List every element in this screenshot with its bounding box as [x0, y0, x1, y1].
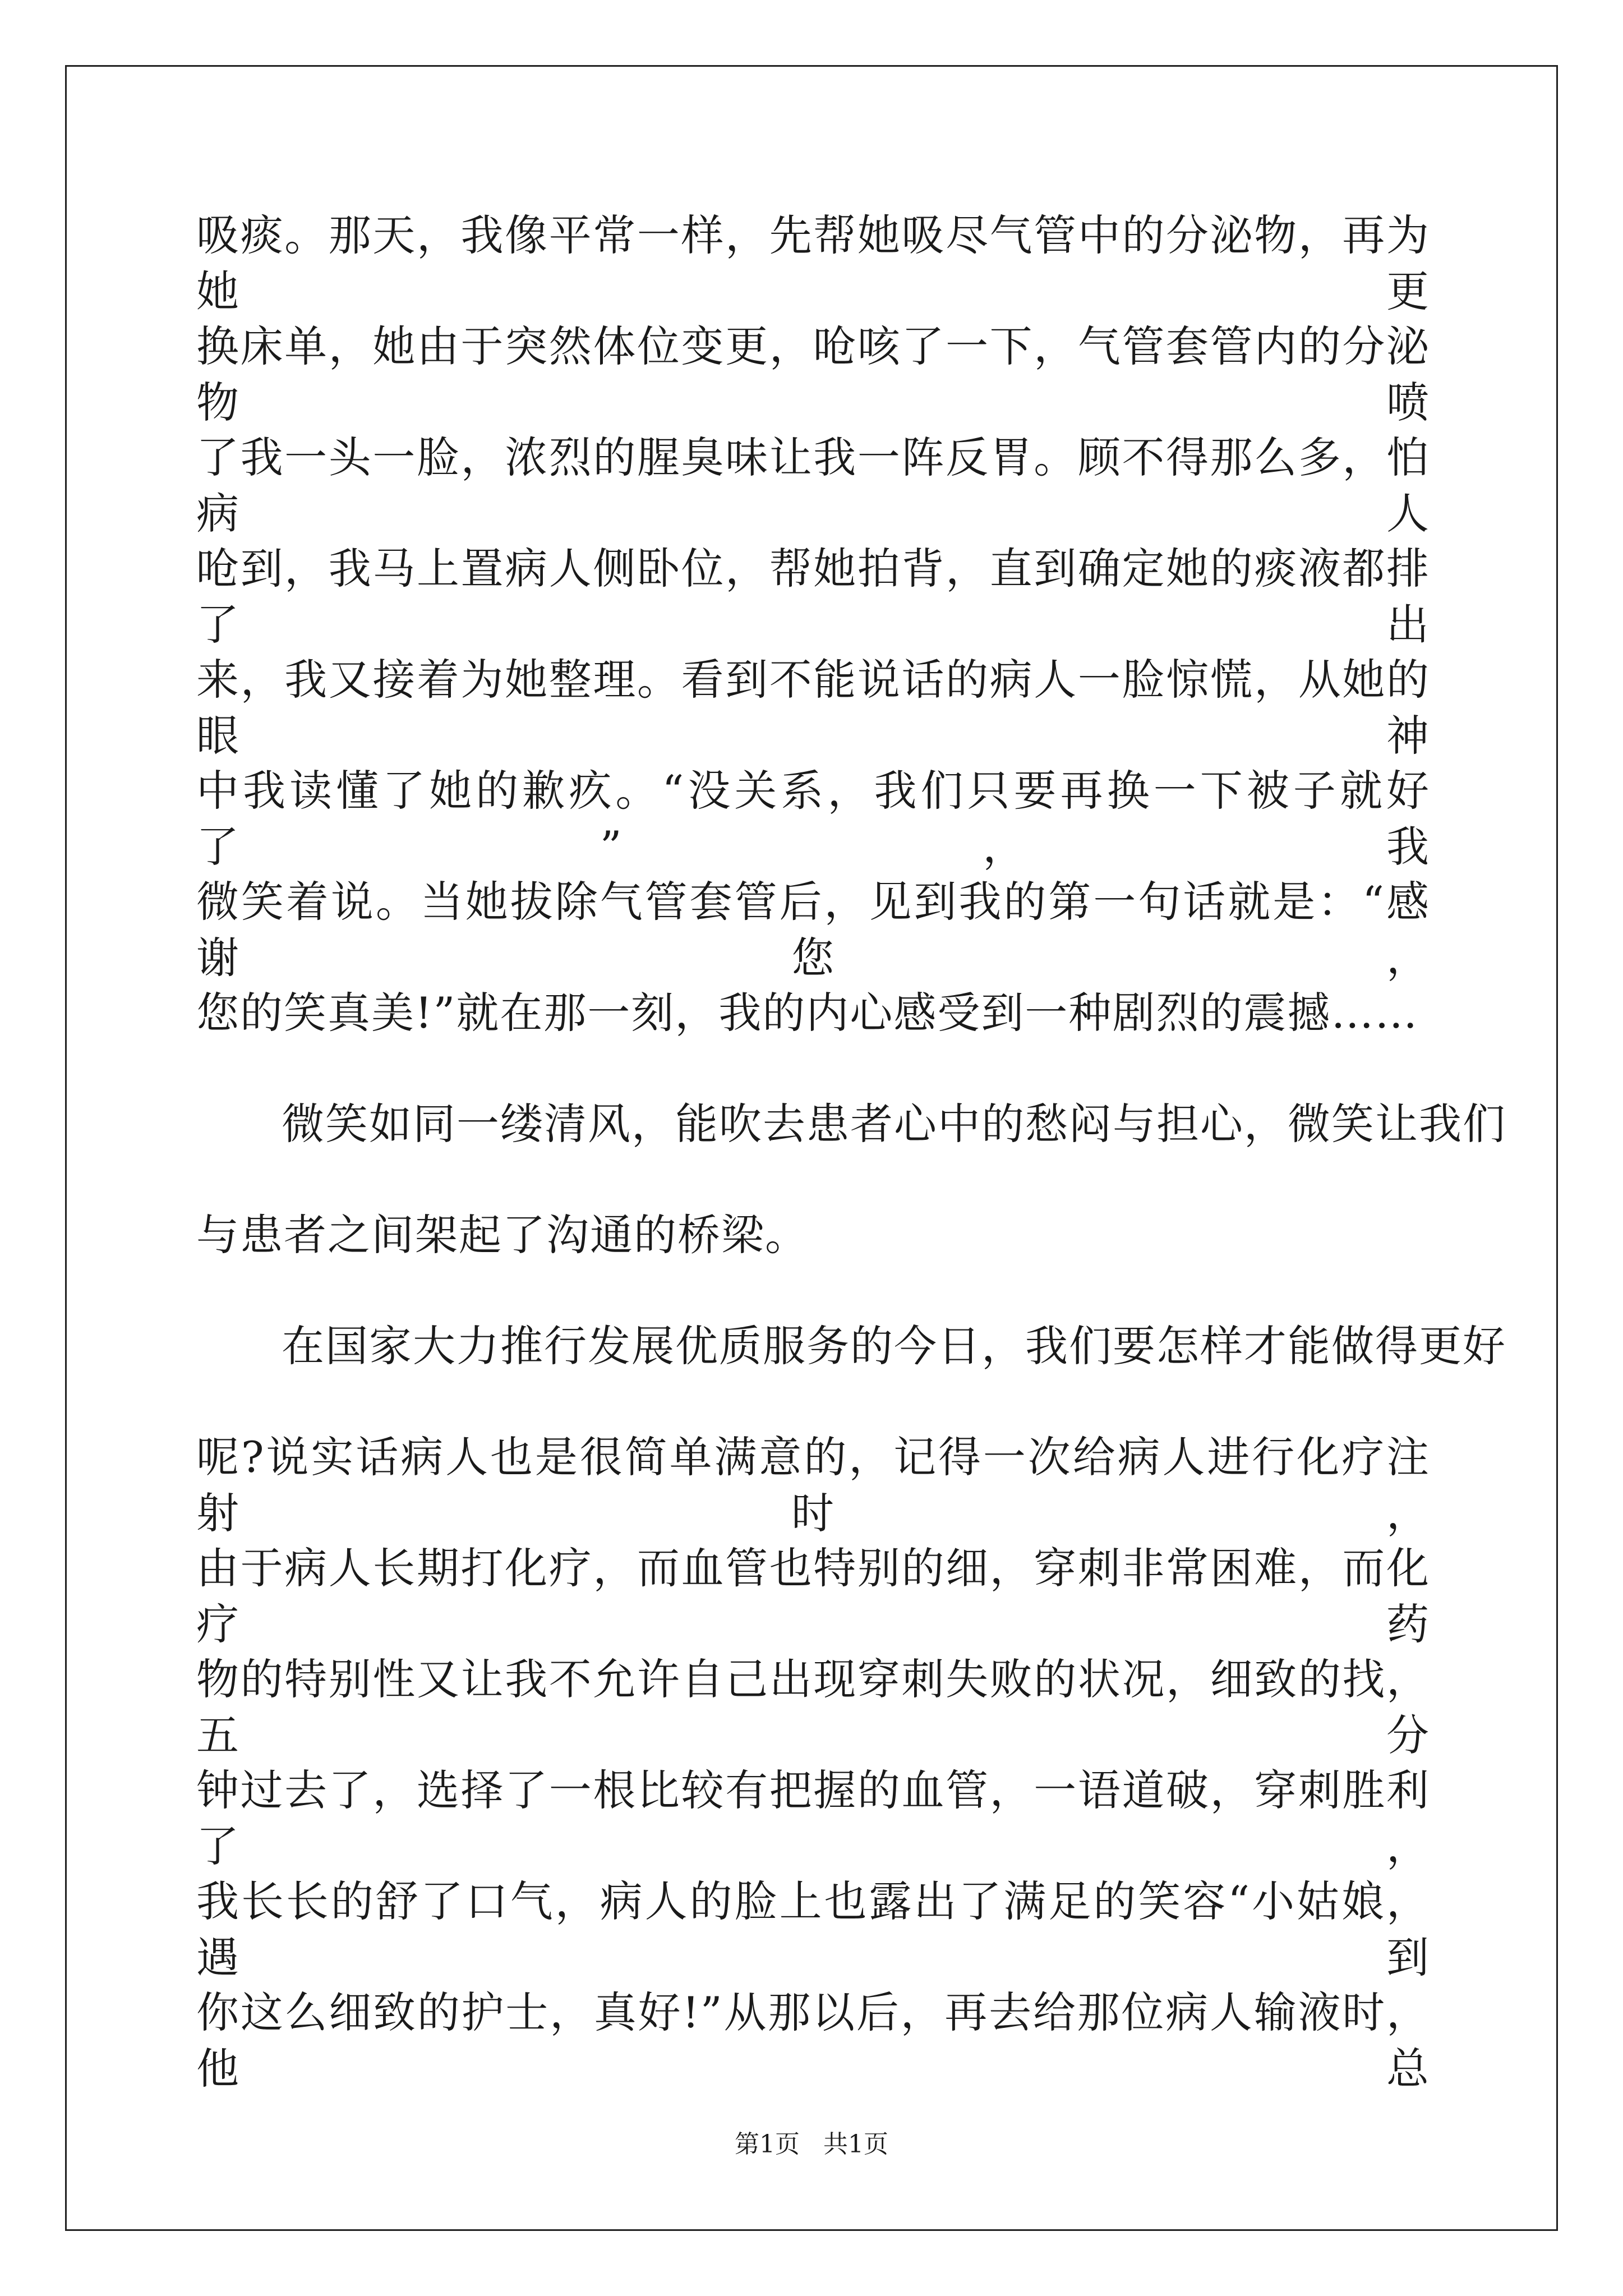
text-line: 钟过去了，选择了一根比较有把握的血管，一语道破，穿刺胜利了，: [196, 1765, 1430, 1871]
text-line: 呛到，我马上置病人侧卧位，帮她拍背，直到确定她的痰液都排了出: [196, 544, 1430, 650]
text-line: 呢?说实话病人也是很简单满意的，记得一次给病人进行化疗注射时，: [196, 1432, 1430, 1538]
text-line: 物的特别性又让我不允许自己出现穿刺失败的状况，细致的找，五分: [196, 1654, 1430, 1760]
paragraph-first-line: 微笑如同一缕清风，能吹去患者心中的愁闷与担心，微笑让我们: [282, 1099, 1506, 1149]
text-line: 我长长的舒了口气，病人的脸上也露出了满足的笑容“小姑娘，遇到: [196, 1876, 1430, 1982]
paragraph-first-line: 在国家大力推行发展优质服务的今日，我们要怎样才能做得更好: [282, 1321, 1506, 1371]
page-number: 第1页 共1页: [735, 2130, 888, 2159]
text-line: 了我一头一脸，浓烈的腥臭味让我一阵反胃。顾不得那么多，怕病人: [196, 432, 1430, 539]
text-line: 由于病人长期打化疗，而血管也特别的细，穿刺非常困难，而化疗药: [196, 1543, 1430, 1649]
text-line: 与患者之间架起了沟通的桥梁。: [196, 1210, 809, 1260]
text-line: 来，我又接着为她整理。看到不能说话的病人一脸惊慌，从她的眼神: [196, 655, 1430, 761]
text-line: 中我读懂了她的歉疚。“没关系，我们只要再换一下被子就好了”，我: [196, 766, 1430, 872]
text-line: 换床单，她由于突然体位变更，呛咳了一下，气管套管内的分泌物喷: [196, 321, 1430, 427]
text-line: 您的笑真美!”就在那一刻，我的内心感受到一种剧烈的震撼……: [196, 988, 1419, 1038]
text-line: 微笑着说。当她拔除气管套管后，见到我的第一句话就是：“感谢您，: [196, 877, 1430, 983]
text-line: 吸痰。那天，我像平常一样，先帮她吸尽气管中的分泌物，再为她更: [196, 210, 1430, 316]
text-line: 你这么细致的护士，真好!”从那以后，再去给那位病人输液时，他总: [196, 1987, 1430, 2093]
